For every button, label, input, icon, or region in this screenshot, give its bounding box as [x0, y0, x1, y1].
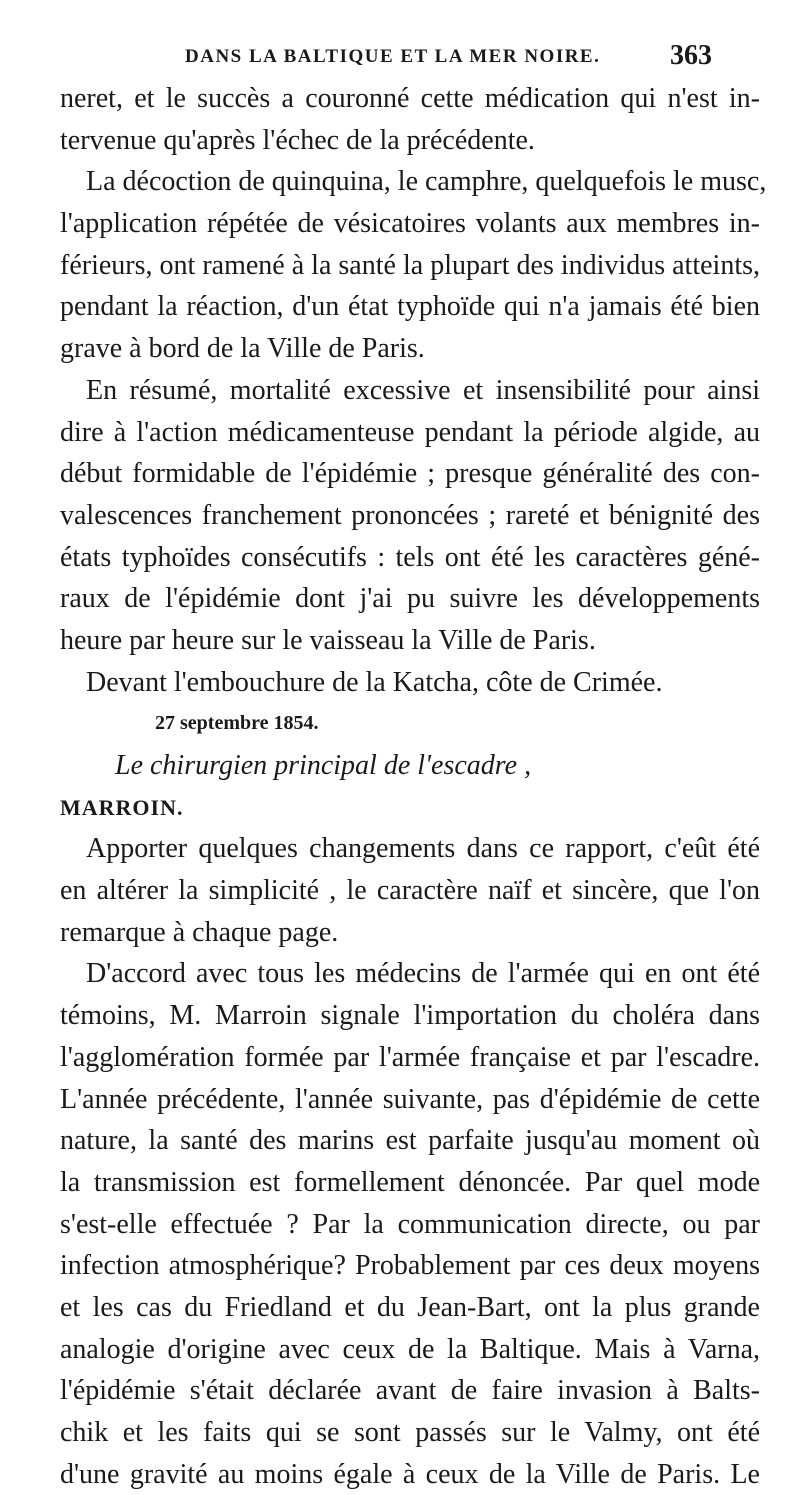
page-number: 363 — [670, 40, 712, 71]
text-line: s'est-elle effectuée ? Par la communication directe, ou par — [60, 1208, 760, 1240]
text-line: Apporter quelques changements dans ce rapport, c'eût été — [86, 833, 760, 865]
text-line: l'épidémie s'était déclarée avant de faire invasion à Balts- — [60, 1375, 760, 1407]
text-line: dire à l'action médicamenteuse pendant la période algide, au — [60, 416, 760, 448]
text-line: remarque à chaque page. — [60, 916, 339, 948]
text-line: 27 septembre 1854. — [155, 712, 319, 735]
text-line: heure par heure sur le vaisseau la Ville de Paris. — [60, 624, 596, 656]
text-line: analogie d'origine avec ceux de la Baltique. Mais à Varna, — [60, 1333, 760, 1365]
text-line: l'application répétée de vésicatoires volants aux membres in- — [60, 208, 760, 240]
text-line: MARROIN. — [60, 794, 184, 820]
text-line: raux de l'épidémie dont j'ai pu suivre les développements — [60, 583, 760, 615]
text-line: l'agglomération formée par l'armée française et par l'escadre. — [60, 1041, 760, 1073]
text-line: témoins, M. Marroin signale l'importation du choléra dans — [60, 1000, 760, 1032]
text-line: d'une gravité au moins égale à ceux de la Ville de Paris. Le — [60, 1458, 760, 1490]
text-line: Le chirurgien principal de l'escadre , — [115, 750, 532, 781]
text-line: et les cas du Friedland et du Jean-Bart, ont la plus grande — [60, 1291, 760, 1323]
text-line: La décoction de quinquina, le camphre, quelquefois le musc, — [86, 166, 767, 198]
body-text — [60, 78, 767, 1495]
running-title: DANS LA BALTIQUE ET LA MER NOIRE. — [185, 46, 601, 67]
text-line: grave à bord de la Ville de Paris. — [60, 333, 425, 365]
text-line: D'accord avec tous les médecins de l'armée qui en ont été — [86, 958, 760, 990]
text-line: chik et les faits qui se sont passés sur le Valmy, ont été — [60, 1417, 760, 1448]
text-line: début formidable de l'épidémie ; presque généralité des con- — [60, 458, 760, 490]
text-line: L'année précédente, l'année suivante, pas d'épidémie de cette — [60, 1083, 760, 1115]
text-line: neret, et le succès a couronné cette médication qui n'est in- — [60, 83, 760, 114]
text-line: en altérer la simplicité , le caractère naïf et sincère, que l'on — [60, 875, 760, 907]
text-line: tervenue qu'après l'échec de la précédente. — [60, 124, 535, 156]
page-header — [0, 40, 800, 80]
text-line: férieurs, ont ramené à la santé la plupart des individus atteints, — [60, 249, 760, 281]
text-line: En résumé, mortalité excessive et insensibilité pour ainsi — [86, 374, 760, 406]
text-line: nature, la santé des marins est parfaite jusqu'au moment où — [60, 1125, 760, 1157]
text-line: Devant l'embouchure de la Katcha, côte de Crimée. — [86, 666, 663, 698]
text-line: valescences franchement prononcées ; rareté et bénignité des — [60, 499, 760, 531]
text-line: infection atmosphérique? Probablement par ces deux moyens — [60, 1250, 760, 1282]
text-line: pendant la réaction, d'un état typhoïde qui n'a jamais été bien — [60, 291, 760, 323]
text-line: la transmission est formellement dénoncée. Par quel mode — [60, 1166, 760, 1198]
text-line: états typhoïdes consécutifs : tels ont été les caractères géné- — [60, 541, 760, 573]
